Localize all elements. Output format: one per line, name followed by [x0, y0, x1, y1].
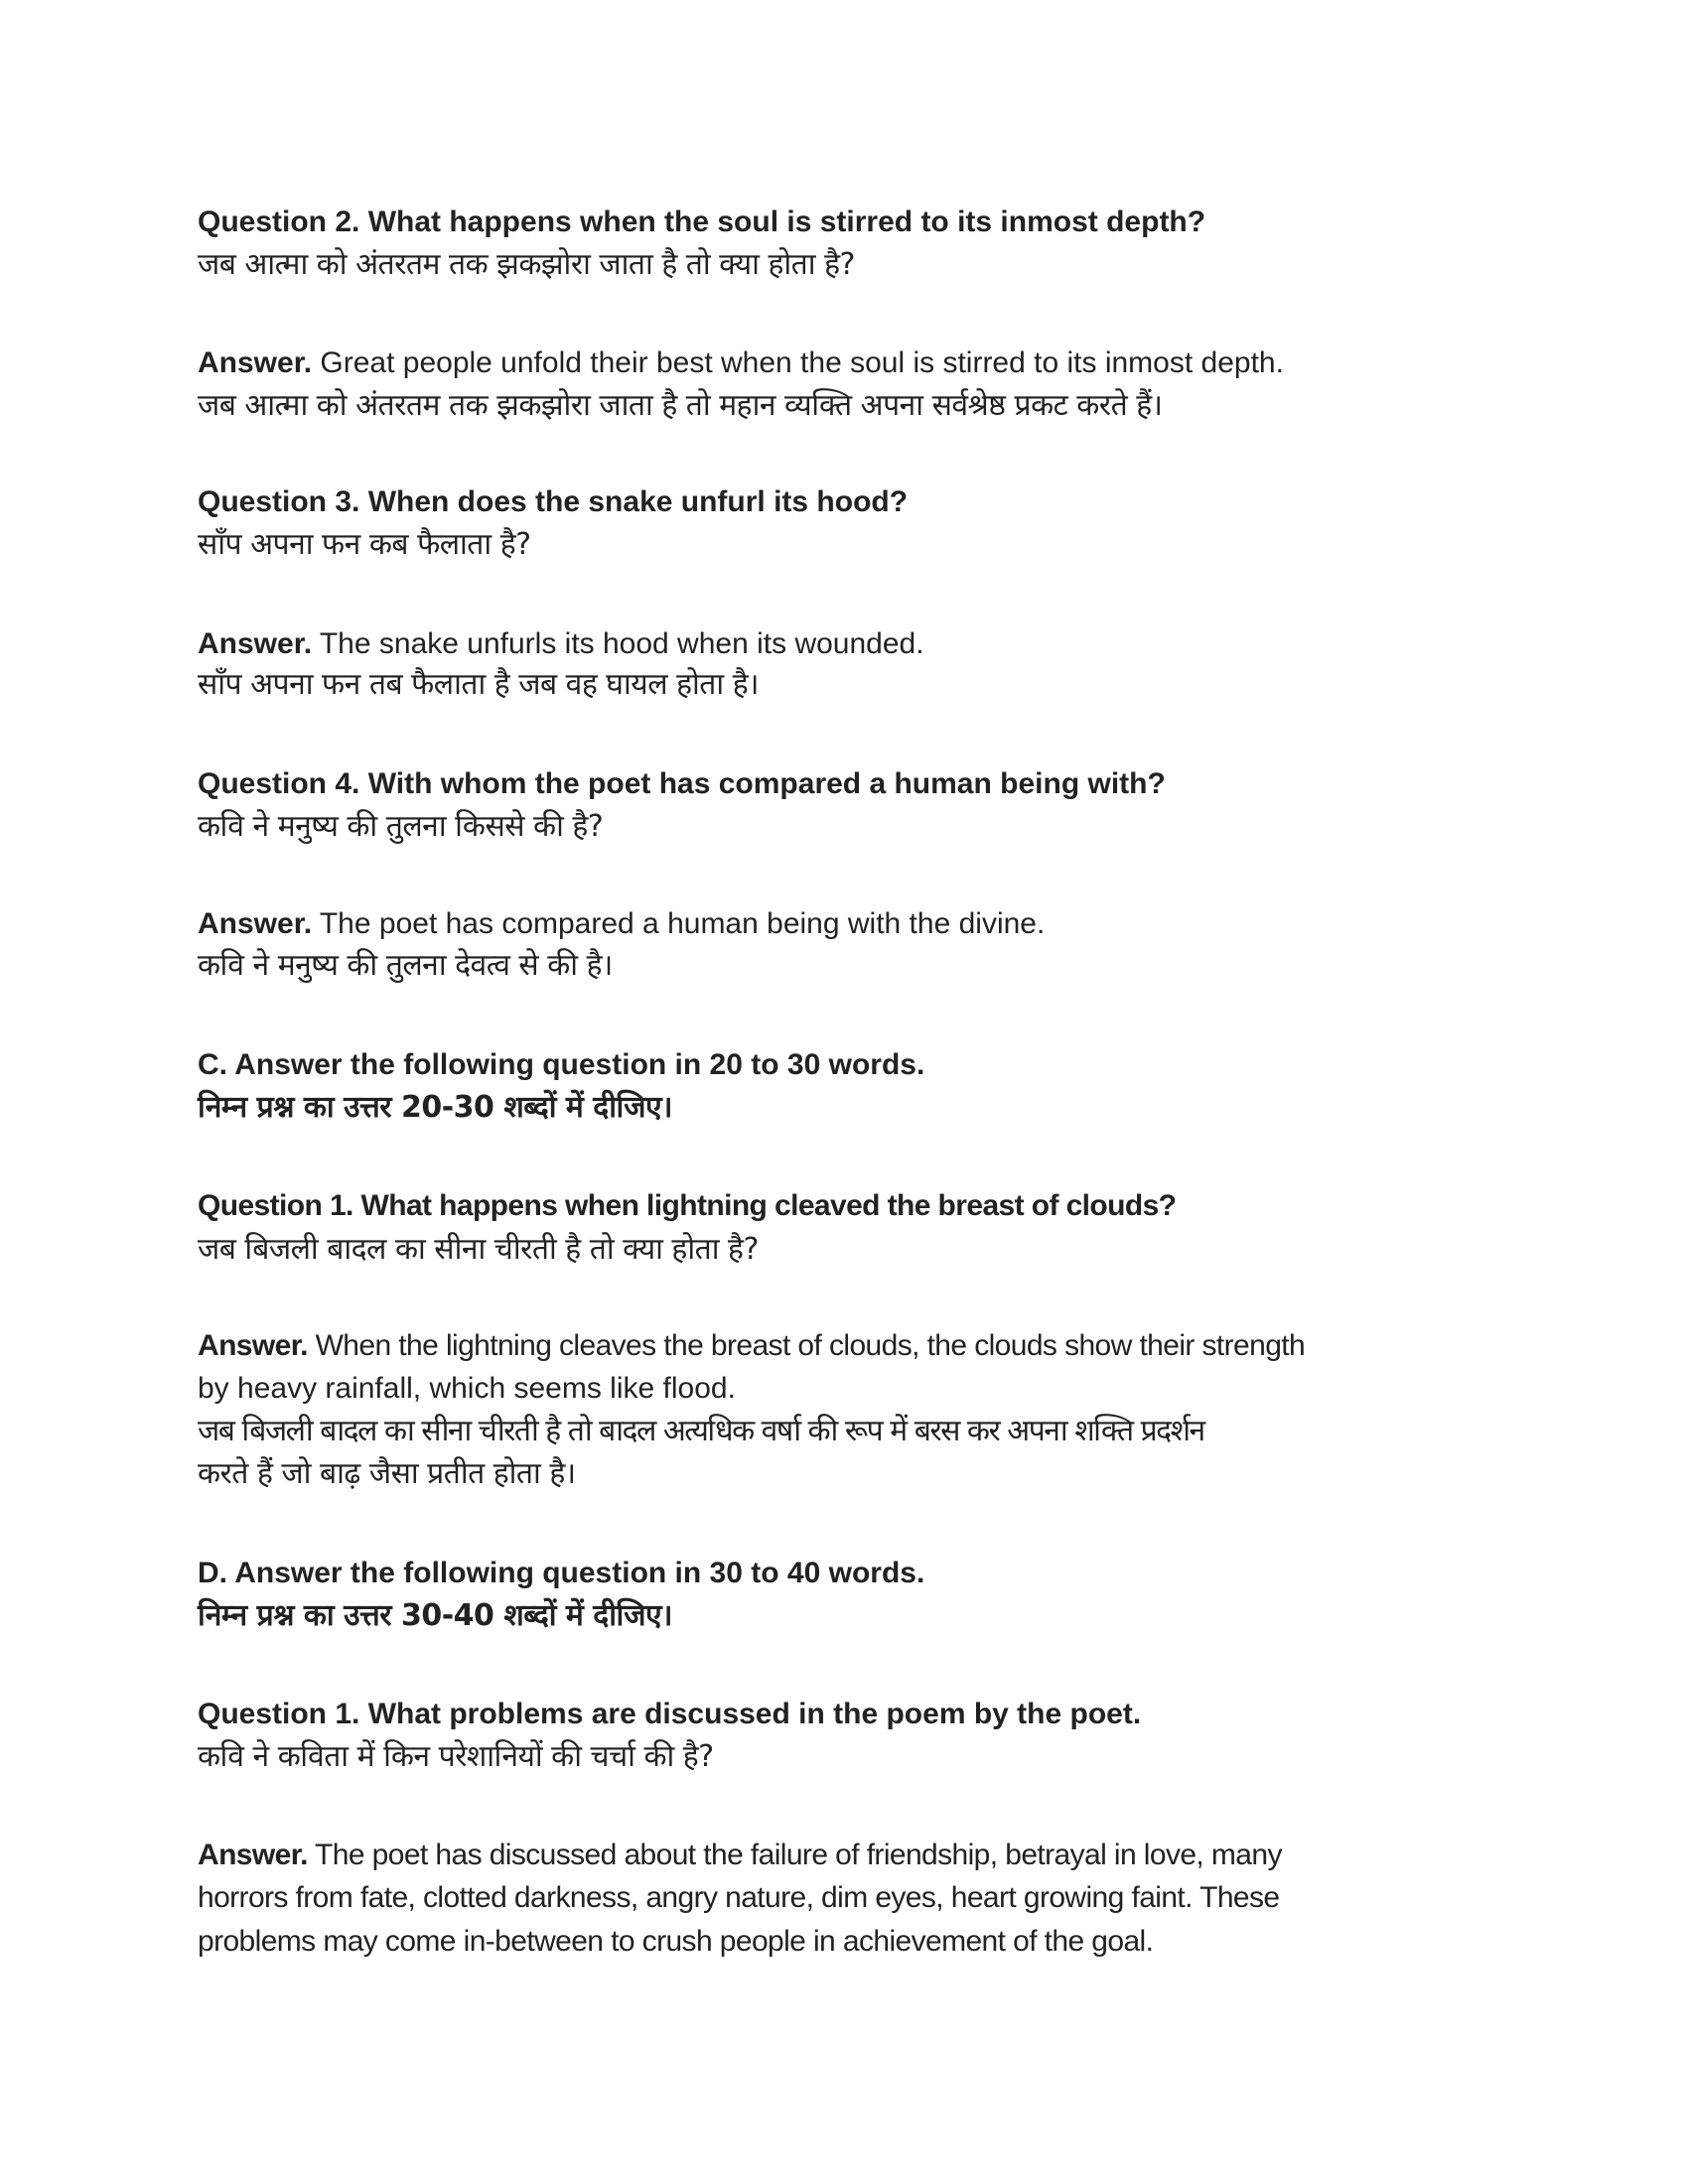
- question-text: What happens when the soul is stirred to its inmost depth?: [359, 205, 1206, 238]
- section-c-answer-1-line-1: [198, 1326, 1305, 1366]
- answer-label: Answer.: [198, 1839, 308, 1871]
- question-text: What happens when lightning cleaved the breast of clouds?: [352, 1189, 1177, 1222]
- answer-3: [198, 624, 924, 664]
- question-2-hindi: जब आत्मा को अंतरतम तक झकझोरा जाता है तो क्या होता है?: [198, 247, 855, 282]
- section-c-hindi: निम्न प्रश्न का उत्तर 20-30 शब्दों में दीजिए।: [198, 1090, 672, 1125]
- answer-text: When the lightning cleaves the breast of clouds, the clouds show their strength: [307, 1329, 1306, 1362]
- answer-4: [198, 904, 1045, 944]
- question-label: Question 3.: [198, 485, 360, 518]
- section-c-heading: [198, 1045, 924, 1085]
- answer-label: Answer.: [198, 907, 313, 940]
- section-c-question-1-hindi: जब बिजली बादल का सीना चीरती है तो क्या होता है?: [198, 1232, 759, 1267]
- section-d-question-1-hindi: कवि ने कविता में किन परेशानियों की चर्चा की है?: [198, 1739, 714, 1774]
- answer-label: Answer.: [198, 1329, 308, 1362]
- answer-2-hindi: जब आत्मा को अंतरतम तक झकझोरा जाता है तो महान व्यक्ति अपना सर्वश्रेष्ठ प्रकट करते हैं।: [198, 388, 1163, 423]
- question-label: Question 4.: [198, 767, 360, 800]
- answer-label: Answer.: [198, 346, 313, 379]
- section-d-answer-1-line-1: [198, 1836, 1282, 1875]
- section-d-question-1-heading: [198, 1695, 1141, 1734]
- question-4-heading: [198, 764, 1166, 804]
- question-text: With whom the poet has compared a human being with?: [359, 767, 1166, 800]
- question-3-hindi: साँप अपना फन कब फैलाता है?: [198, 527, 531, 562]
- answer-text: The snake unfurls its hood when its wounded.: [312, 627, 924, 660]
- answer-3-hindi: साँप अपना फन तब फैलाता है जब वह घायल होता है।: [198, 667, 759, 702]
- answer-4-hindi: कवि ने मनुष्य की तुलना देवत्व से की है।: [198, 948, 613, 983]
- section-c-answer-1-line-2: by heavy rainfall, which seems like flood.: [198, 1372, 736, 1405]
- question-text: When does the snake unfurl its hood?: [359, 485, 909, 518]
- answer-2: [198, 343, 1284, 383]
- question-label: Question 1.: [198, 1698, 360, 1730]
- section-c-answer-1-hindi-line-1: जब बिजली बादल का सीना चीरती है तो बादल अत्यधिक वर्षा की रूप में बरस कर अपना शक्ति प्रदर्शन: [198, 1414, 1204, 1448]
- question-2-heading: [198, 203, 1205, 242]
- section-text: Answer the following question in 30 to 40 words.: [227, 1557, 925, 1589]
- section-text: Answer the following question in 20 to 30 words.: [227, 1048, 925, 1081]
- section-d-answer-1-line-2: horrors from fate, clotted darkness, angry nature, dim eyes, heart growing faint. These: [198, 1881, 1280, 1914]
- answer-label: Answer.: [198, 627, 313, 660]
- section-label: C.: [198, 1048, 227, 1081]
- section-c-answer-1-hindi-line-2: करते हैं जो बाढ़ जैसा प्रतीत होता है।: [198, 1456, 576, 1491]
- answer-text: The poet has compared a human being with the divine.: [312, 907, 1046, 940]
- section-d-hindi: निम्न प्रश्न का उत्तर 30-40 शब्दों में दीजिए।: [198, 1598, 672, 1633]
- section-c-question-1-heading: [198, 1186, 1176, 1226]
- answer-text: Great people unfold their best when the soul is stirred to its inmost depth.: [312, 346, 1284, 379]
- question-text: What problems are discussed in the poem by the poet.: [359, 1698, 1142, 1730]
- section-d-answer-1-line-3: problems may come in-between to crush people in achievement of the goal.: [198, 1925, 1154, 1958]
- section-label: D.: [198, 1557, 227, 1589]
- section-d-heading: [198, 1554, 924, 1593]
- answer-text: The poet has discussed about the failure of friendship, betrayal in love, many: [307, 1839, 1282, 1871]
- question-3-heading: [198, 482, 908, 522]
- question-label: Question 1.: [198, 1189, 353, 1222]
- question-4-hindi: कवि ने मनुष्य की तुलना किससे की है?: [198, 809, 604, 844]
- question-label: Question 2.: [198, 205, 360, 238]
